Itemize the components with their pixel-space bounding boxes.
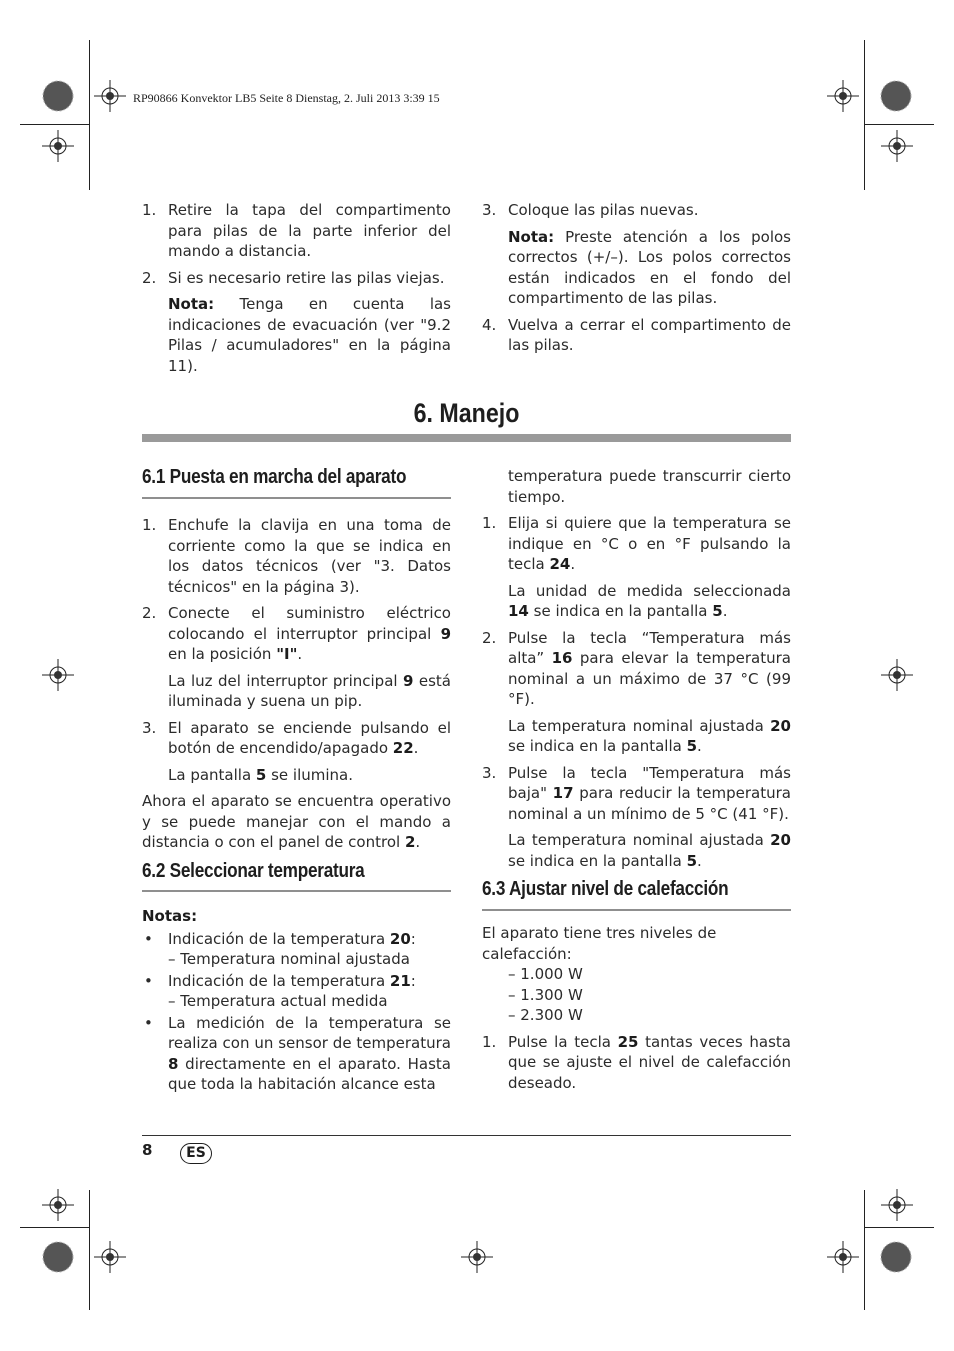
step-text: para elevar la temperatura nominal a un máximo de 37 °C (99 °F). [508, 649, 791, 708]
part-reference: 5 [712, 602, 723, 620]
list-item [142, 718, 451, 759]
step-number: 1. [482, 1032, 497, 1051]
list-item: – 2.300 W [508, 1006, 583, 1024]
part-reference: 24 [549, 555, 571, 573]
note-text: Preste atención a los polos correctos (+/–). Los polos correctos están indicados en el fondo del compartimento de las pilas. [508, 227, 791, 307]
part-reference: 16 [551, 649, 573, 667]
list-item: – 1.300 W [508, 985, 583, 1004]
result-text: . [697, 737, 702, 755]
footer-rule [142, 1135, 791, 1136]
step-text: Si es necesario retire las pilas viejas. [168, 268, 445, 287]
switch-position: "I" [276, 645, 298, 663]
bullet-text: temperatura puede transcurrir cierto tiempo. [508, 467, 791, 506]
notes-block [142, 906, 451, 1096]
note [482, 227, 791, 309]
step-text: Pulse la tecla “Temperatura más alta” [508, 628, 791, 667]
list-item [142, 971, 451, 1012]
bullet-subtext: – Temperatura actual medida [168, 992, 388, 1010]
step-text: Conecte el suministro eléctrico colocando el interruptor principal [168, 604, 451, 643]
levels-list [482, 964, 791, 1026]
section-6-3-body [482, 923, 791, 1099]
bullet-text: Indicación de la temperatura [168, 929, 390, 948]
bullet-text: La medición de la temperatura se realiza con un sensor de temperatura [168, 1013, 451, 1052]
part-reference: 5 [255, 765, 267, 784]
list-item [142, 200, 451, 262]
step-text: en la posición [168, 645, 277, 663]
step-text: El aparato se enciende pulsando el botón de encendido/apagado [168, 718, 451, 757]
list-item [142, 1013, 451, 1095]
step-text: Retire la tapa del compartimento para pilas de la parte inferior del mando a distancia. [168, 201, 451, 260]
page-number: 8 [142, 1141, 153, 1159]
result-text: La unidad de medida seleccionada [508, 581, 791, 600]
list-item [142, 929, 451, 970]
bullet-text: Indicación de la temperatura [168, 971, 390, 990]
step-text: Enchufe la clavija en una toma de corriente como la que se indica en los datos técnicos (ver "3. Datos técnicos" en la página 3). [168, 516, 451, 596]
step-text: tantas veces hasta que se ajuste el nivel de calefacción deseado. [508, 1032, 791, 1092]
result-text: . [722, 602, 728, 620]
notes-label: Notas: [142, 907, 198, 925]
part-reference: 22 [392, 739, 414, 757]
section-rule [482, 909, 791, 911]
result-text: está iluminada y suena un pip. [168, 671, 451, 710]
section-heading-6-3: 6.3 Ajustar nivel de calefacción [482, 878, 729, 900]
step-text: Pulse la tecla [508, 1032, 618, 1051]
top-right-column [482, 200, 791, 362]
part-reference: 14 [508, 602, 529, 620]
paragraph-text: Ahora el aparato se encuentra operativo y se puede manejar con el mando a distancia o con el panel de control [142, 792, 451, 851]
note-text: Tenga en cuenta las indicaciones de evacuación (ver "9.2 Pilas / acumuladores" en la página 11). [168, 295, 451, 375]
list-item [482, 1032, 791, 1094]
list-item [482, 763, 791, 825]
step-result [142, 671, 451, 712]
part-reference: 5 [686, 737, 698, 755]
list-item [482, 315, 791, 356]
part-reference: 17 [552, 784, 574, 802]
note-label: Nota: [168, 295, 215, 313]
paragraph [142, 791, 451, 853]
paragraph-text: . [415, 833, 421, 851]
right-column-body [482, 466, 791, 877]
step-text: Elija si quiere que la temperatura se indique en °C o en °F pulsando la tecla [508, 514, 791, 573]
part-reference: 9 [403, 671, 414, 690]
part-reference: 20 [389, 929, 411, 948]
chapter-title: 6. Manejo [413, 398, 520, 428]
step-number: 3. [142, 718, 157, 737]
list-item [142, 515, 451, 597]
section-rule [142, 890, 451, 892]
paragraph: El aparato tiene tres niveles de calefacción: [482, 924, 717, 963]
step-text: . [570, 555, 576, 573]
note-label: Nota: [508, 227, 555, 246]
bullet-continuation [482, 466, 791, 507]
note [142, 294, 451, 376]
bullet-text: : [410, 929, 416, 948]
print-header: RP90866 Konvektor LB5 Seite 8 Dienstag, 2. Juli 2013 3:39 15 [133, 91, 440, 105]
list-item [482, 628, 791, 710]
list-item [142, 268, 451, 289]
part-reference: 8 [168, 1054, 179, 1073]
part-reference: 20 [770, 716, 791, 735]
part-reference: 25 [617, 1032, 639, 1051]
step-text: Pulse la tecla "Temperatura más baja" [508, 763, 791, 802]
step-number: 1. [482, 514, 497, 532]
step-number: 3. [482, 763, 497, 782]
step-number: 2. [142, 268, 157, 287]
result-text: se indica en la pantalla [528, 602, 713, 620]
step-text: para reducir la temperatura nominal a un mínimo de 5 °C (41 °F). [508, 784, 791, 823]
step-result [482, 830, 791, 871]
result-text: se indica en la pantalla [508, 851, 687, 870]
bullet-text: directamente en el aparato. Hasta que toda la habitación alcance esta [168, 1054, 451, 1093]
language-badge: ES [180, 1143, 212, 1164]
step-number: 1. [142, 516, 157, 534]
result-text: se indica en la pantalla [508, 737, 687, 755]
part-reference: 2 [404, 833, 416, 851]
part-reference: 20 [770, 831, 791, 849]
step-number: 3. [482, 201, 497, 219]
left-column-body [142, 515, 451, 867]
chapter-title-bar [142, 434, 791, 442]
list-item: – 1.000 W [508, 965, 583, 983]
step-text: . [297, 645, 303, 663]
result-text: . [697, 851, 702, 870]
bullet-icon: • [144, 929, 153, 948]
step-number: 4. [482, 315, 497, 334]
step-result [142, 765, 451, 786]
part-reference: 5 [686, 851, 698, 870]
list-item [482, 200, 791, 221]
step-number: 2. [142, 604, 157, 622]
bullet-icon: • [144, 971, 153, 990]
step-text: Coloque las pilas nuevas. [508, 201, 699, 219]
list-item [482, 513, 791, 575]
part-reference: 21 [389, 971, 411, 990]
section-heading-6-2: 6.2 Seleccionar temperatura [142, 860, 365, 882]
step-result [482, 581, 791, 622]
result-text: La temperatura nominal ajustada [508, 716, 771, 735]
result-text: se ilumina. [266, 765, 354, 784]
bullet-icon: • [144, 1013, 153, 1032]
step-text: Vuelva a cerrar el compartimento de las pilas. [508, 315, 791, 354]
step-number: 1. [142, 201, 157, 219]
section-heading-6-1: 6.1 Puesta en marcha del aparato [142, 466, 407, 488]
result-text: La temperatura nominal ajustada [508, 831, 771, 849]
result-text: La luz del interruptor principal [168, 671, 403, 690]
result-text: La pantalla [168, 765, 256, 784]
step-result [482, 716, 791, 757]
top-left-column [142, 200, 451, 382]
part-reference: 9 [440, 624, 451, 643]
bullet-subtext: – Temperatura nominal ajustada [168, 950, 410, 968]
section-rule [142, 497, 451, 499]
bullet-text: : [410, 971, 416, 990]
step-number: 2. [482, 628, 497, 647]
step-text: . [413, 739, 419, 757]
list-item [142, 603, 451, 665]
